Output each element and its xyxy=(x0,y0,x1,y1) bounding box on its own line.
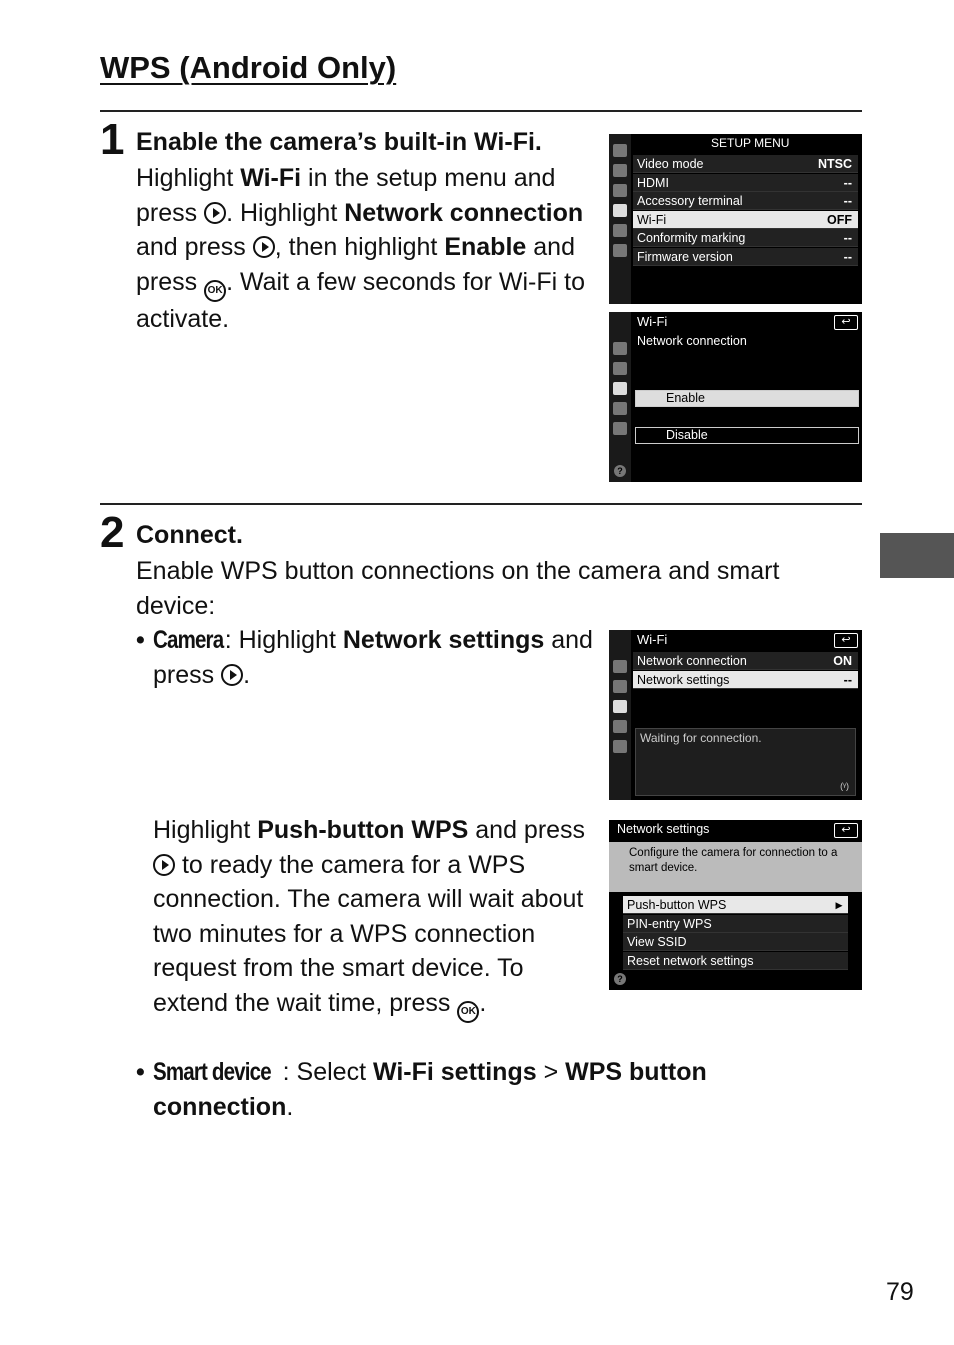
row-value: -- xyxy=(843,673,852,687)
screen-header: Network settings xyxy=(617,822,710,836)
text-run: . Wait a few seconds for Wi-Fi to activate. xyxy=(136,267,585,333)
multi-selector-right-icon xyxy=(253,236,275,258)
text-run: , then highlight xyxy=(274,233,445,262)
text-run: > xyxy=(536,1058,566,1086)
menu-row[interactable] xyxy=(623,915,848,933)
bullet-lead: Camera xyxy=(153,626,224,654)
text-run: and press xyxy=(153,626,593,689)
screen-header: Wi-Fi xyxy=(637,314,668,329)
row-label: HDMI xyxy=(637,175,669,190)
menu-row[interactable] xyxy=(633,192,858,210)
back-icon: ↩ xyxy=(834,823,858,838)
bullet-lead: Smart device xyxy=(153,1058,271,1086)
bold-term: Network settings xyxy=(342,626,545,654)
row-value: NTSC xyxy=(817,157,852,171)
bullet-smart-device: • Smart device : Select Wi-Fi settings > WPS button connection. xyxy=(153,1055,773,1124)
bold-term: Push-button WPS xyxy=(257,816,469,844)
row-label: View SSID xyxy=(627,935,687,949)
menu-row[interactable] xyxy=(633,248,858,266)
page-title: WPS (Android Only) xyxy=(100,50,397,85)
signal-icon: (ᵞ) xyxy=(840,781,849,791)
text-run: . xyxy=(243,660,251,689)
text-run: and press xyxy=(136,233,575,296)
menu-row[interactable] xyxy=(623,952,848,970)
text-run: . xyxy=(479,988,487,1017)
bold-term: Wi-Fi settings xyxy=(372,1058,537,1086)
screen-description: Configure the camera for connection to a smart device. xyxy=(609,842,862,892)
menu-row[interactable] xyxy=(633,652,858,670)
text-run: . Highlight xyxy=(226,198,345,227)
menu-icon-column xyxy=(609,134,631,304)
menu-icon-column xyxy=(609,312,631,482)
camera-screen-network-settings xyxy=(609,820,862,990)
text-run: in the setup menu and press xyxy=(136,164,556,227)
bold-term: Network connection xyxy=(344,198,584,227)
divider xyxy=(100,503,862,505)
step-number: 2 xyxy=(100,508,125,557)
bullet-camera-continued xyxy=(153,813,593,1023)
camera-screen-network-connection xyxy=(609,312,862,482)
chapter-tab xyxy=(880,533,954,578)
option-enable[interactable]: Enable xyxy=(635,390,859,407)
page-number: 79 xyxy=(886,1278,914,1306)
status-box xyxy=(635,728,856,796)
menu-row[interactable] xyxy=(633,174,858,192)
row-label: Network settings xyxy=(637,673,730,687)
menu-icon-column xyxy=(609,630,631,800)
menu-row[interactable] xyxy=(623,896,848,914)
text-run: Highlight xyxy=(136,164,241,192)
step-number: 1 xyxy=(100,115,125,164)
text-run: and press xyxy=(468,816,586,844)
text-run: . xyxy=(286,1092,294,1121)
text-run: Highlight xyxy=(153,816,258,844)
row-label: Conformity marking xyxy=(637,231,746,245)
ok-button-icon: OK xyxy=(204,280,226,302)
menu-row[interactable] xyxy=(623,933,848,951)
step-intro: Enable WPS button connections on the camera and smart device: xyxy=(136,557,780,620)
back-icon: ↩ xyxy=(834,315,858,330)
row-label: PIN-entry WPS xyxy=(627,916,712,931)
text-run: : Highlight xyxy=(224,626,343,654)
row-label: Accessory terminal xyxy=(637,194,743,208)
chevron-right-icon: ▸ xyxy=(835,898,842,912)
step-heading: Connect. xyxy=(136,521,243,549)
menu-row[interactable] xyxy=(633,155,858,173)
row-label: Reset network settings xyxy=(627,953,754,968)
row-label: Video mode xyxy=(637,157,704,171)
row-value: OFF xyxy=(827,212,852,227)
row-label: Firmware version xyxy=(637,249,733,264)
bold-term: Enable xyxy=(444,233,527,262)
row-value: -- xyxy=(843,249,852,264)
row-value: -- xyxy=(843,231,852,245)
menu-row[interactable] xyxy=(633,229,858,247)
row-value: -- xyxy=(843,175,852,190)
text-run: to ready the camera for a WPS connection. The camera will wait about two minutes for a WPS connection request from the smart device. To extend the wait time, press xyxy=(153,850,584,1017)
back-icon: ↩ xyxy=(834,633,858,648)
bold-term: WPS button connection xyxy=(153,1058,707,1121)
option-disable[interactable]: Disable xyxy=(635,427,859,444)
ok-button-icon: OK xyxy=(457,1001,479,1023)
text-run: : Select xyxy=(282,1058,373,1086)
help-icon: ? xyxy=(614,465,626,477)
help-icon: ? xyxy=(614,973,626,985)
row-label: Push-button WPS xyxy=(627,898,727,912)
camera-screen-setup-menu xyxy=(609,134,862,304)
row-value: ON xyxy=(833,654,852,668)
screen-subtitle: Network connection xyxy=(637,334,747,348)
menu-row[interactable] xyxy=(633,671,858,689)
multi-selector-right-icon xyxy=(153,854,175,876)
status-text: Waiting for connection. xyxy=(640,731,762,745)
bold-term: Wi-Fi xyxy=(240,164,302,192)
text-run: and press xyxy=(136,233,253,262)
divider xyxy=(100,110,862,112)
step-instructions xyxy=(136,161,596,336)
menu-row[interactable] xyxy=(633,211,858,229)
screen-header: Wi-Fi xyxy=(637,632,668,647)
multi-selector-right-icon xyxy=(204,202,226,224)
bullet-camera: • Camera: Highlight Network settings and press . xyxy=(153,623,593,692)
row-value: -- xyxy=(843,194,852,208)
multi-selector-right-icon xyxy=(221,664,243,686)
row-label: Network connection xyxy=(637,654,747,668)
screen-header: SETUP MENU xyxy=(711,136,790,150)
row-label: Wi-Fi xyxy=(637,212,667,227)
camera-screen-wifi xyxy=(609,630,862,800)
step-heading: Enable the camera’s built-in Wi-Fi. xyxy=(136,128,542,156)
